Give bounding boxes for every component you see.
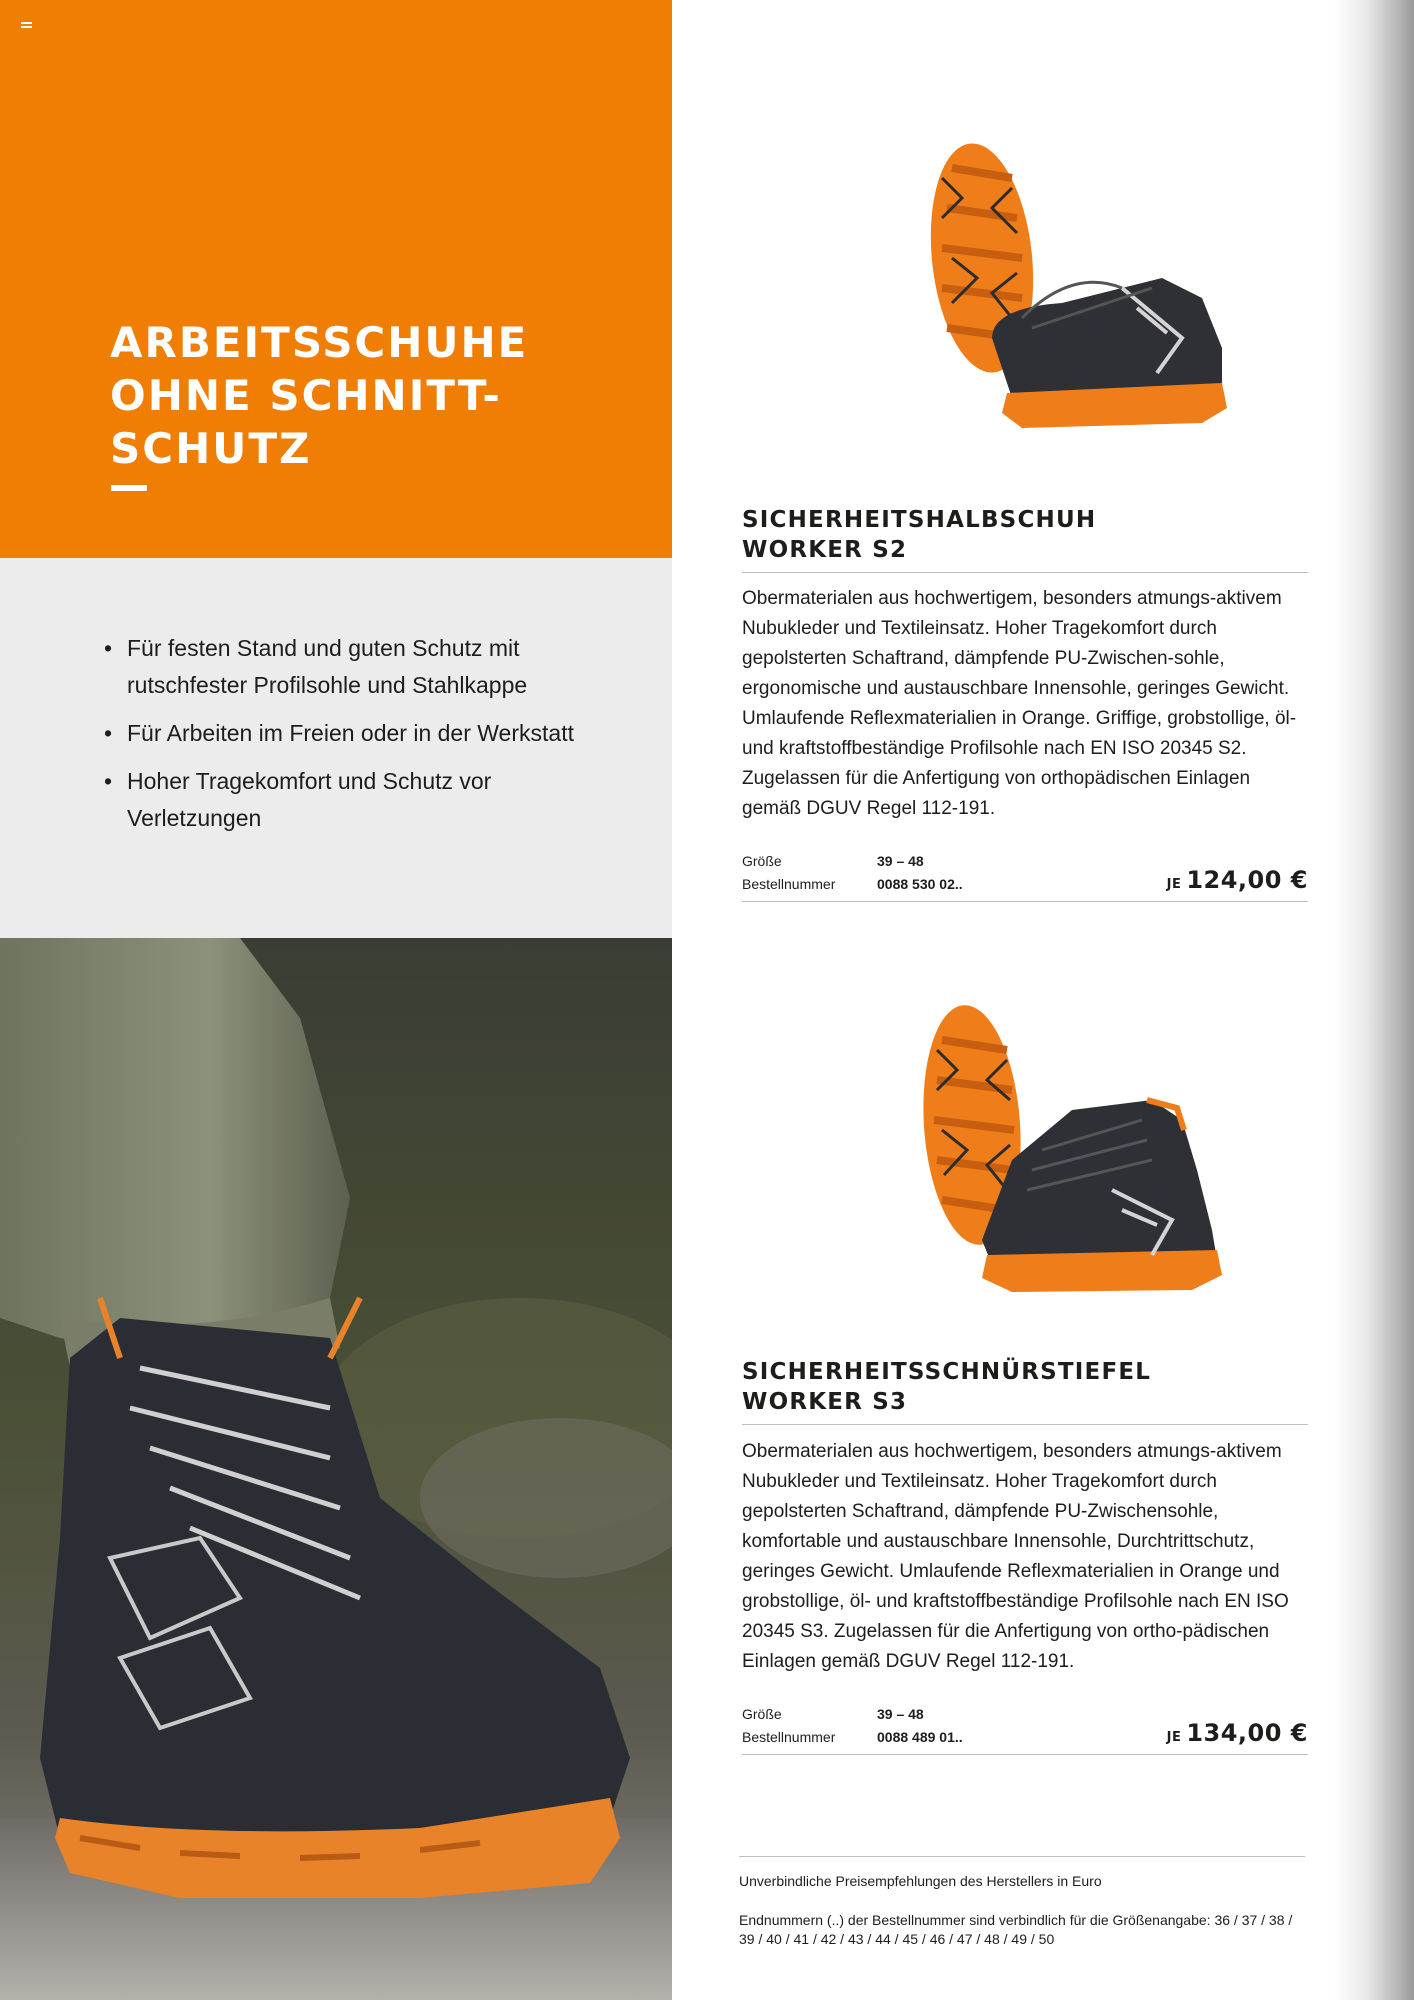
price-amount: 124,00 € (1186, 866, 1308, 894)
divider (742, 1424, 1308, 1425)
page-edge-shadow (1334, 0, 1414, 2000)
price (1167, 1719, 1308, 1747)
feature-item: • Für Arbeiten im Freien oder in der Werkstatt (104, 715, 624, 752)
menu-icon[interactable] (21, 22, 32, 30)
price-amount: 134,00 € (1186, 1719, 1308, 1747)
size-label: Größe (742, 853, 782, 869)
feature-item: • Für festen Stand und guten Schutz mit rutschfester Profilsohle und Stahlkappe (104, 630, 624, 704)
order-number: 0088 489 01.. (877, 1729, 963, 1745)
product-name: SICHERHEITSSCHNÜRSTIEFEL WORKER S3 (742, 1359, 1152, 1415)
order-number: 0088 530 02.. (877, 876, 963, 892)
price-disclaimer: Unverbindliche Preisempfehlungen des Herstellers in Euro (739, 1873, 1102, 1889)
order-label: Bestellnummer (742, 1729, 836, 1745)
size-label: Größe (742, 1706, 782, 1722)
feature-list (104, 630, 624, 848)
price-prefix: JE (1166, 877, 1182, 892)
right-column (672, 0, 1414, 2000)
divider (742, 1754, 1308, 1755)
divider (739, 1856, 1305, 1857)
product-description: Obermaterialen aus hochwertigem, besonders atmungs-aktivem Nubukleder und Textileinsatz. Hoher Tragekomfort durch gepolsterten Schaftrand, dämpfende PU-Zwischen-sohle, ergonomische und austauschbare Innensohle, geringes Gewicht. Umlaufende Reflexmaterialien in Orange. Griffige, grobstollige, öl- und kraftstoffbeständige Profilsohle nach EN ISO 20345 S2. Zugelassen für die Anfertigung von orthopädischen Einlagen gemäß DGUV Regel 112-191. (742, 588, 1297, 819)
section-title: ARBEITSSCHUHE OHNE SCHNITT- SCHUTZ (110, 318, 529, 473)
size-value: 39 – 48 (877, 853, 924, 869)
divider (742, 901, 1308, 902)
worker-s3-boot-image (922, 1000, 1242, 1330)
endnumbers-note: Endnummern (..) der Bestellnummer sind verbindlich für die Größenangabe: 36 / 37 / 38 / 39 / 40 / 41 / 42 / 43 / 44 / 45 / 46 / 47 / 48 / 49 / 50 (739, 1912, 1293, 1947)
divider (742, 572, 1308, 573)
size-value: 39 – 48 (877, 1706, 924, 1722)
product-description: Obermaterialen aus hochwertigem, besonders atmungs-aktivem Nubukleder und Textileinsatz. Hoher Tragekomfort durch gepolsterten Schaftrand, dämpfende PU-Zwischensohle, komfortable und austauschbare Innensohle, Durchtrittschutz, geringes Gewicht. Umlaufende Reflexmaterialien in Orange und grobstollige, öl- und kraftstoffbeständige Profilsohle nach EN ISO 20345 S3. Zugelassen für die Anfertigung von ortho-pädischen Einlagen gemäß DGUV Regel 112-191. (742, 1441, 1289, 1672)
feature-item: • Hoher Tragekomfort und Schutz vor Verletzungen (104, 763, 624, 837)
price-prefix: JE (1166, 1730, 1182, 1745)
title-underline (111, 485, 147, 491)
price (1167, 866, 1308, 894)
order-label: Bestellnummer (742, 876, 836, 892)
product-name: SICHERHEITSHALBSCHUH WORKER S2 (742, 507, 1097, 563)
boot-lifestyle-photo (0, 938, 672, 2000)
worker-s2-shoe-image (922, 138, 1242, 468)
title-panel (0, 0, 672, 558)
left-column (0, 0, 672, 2000)
